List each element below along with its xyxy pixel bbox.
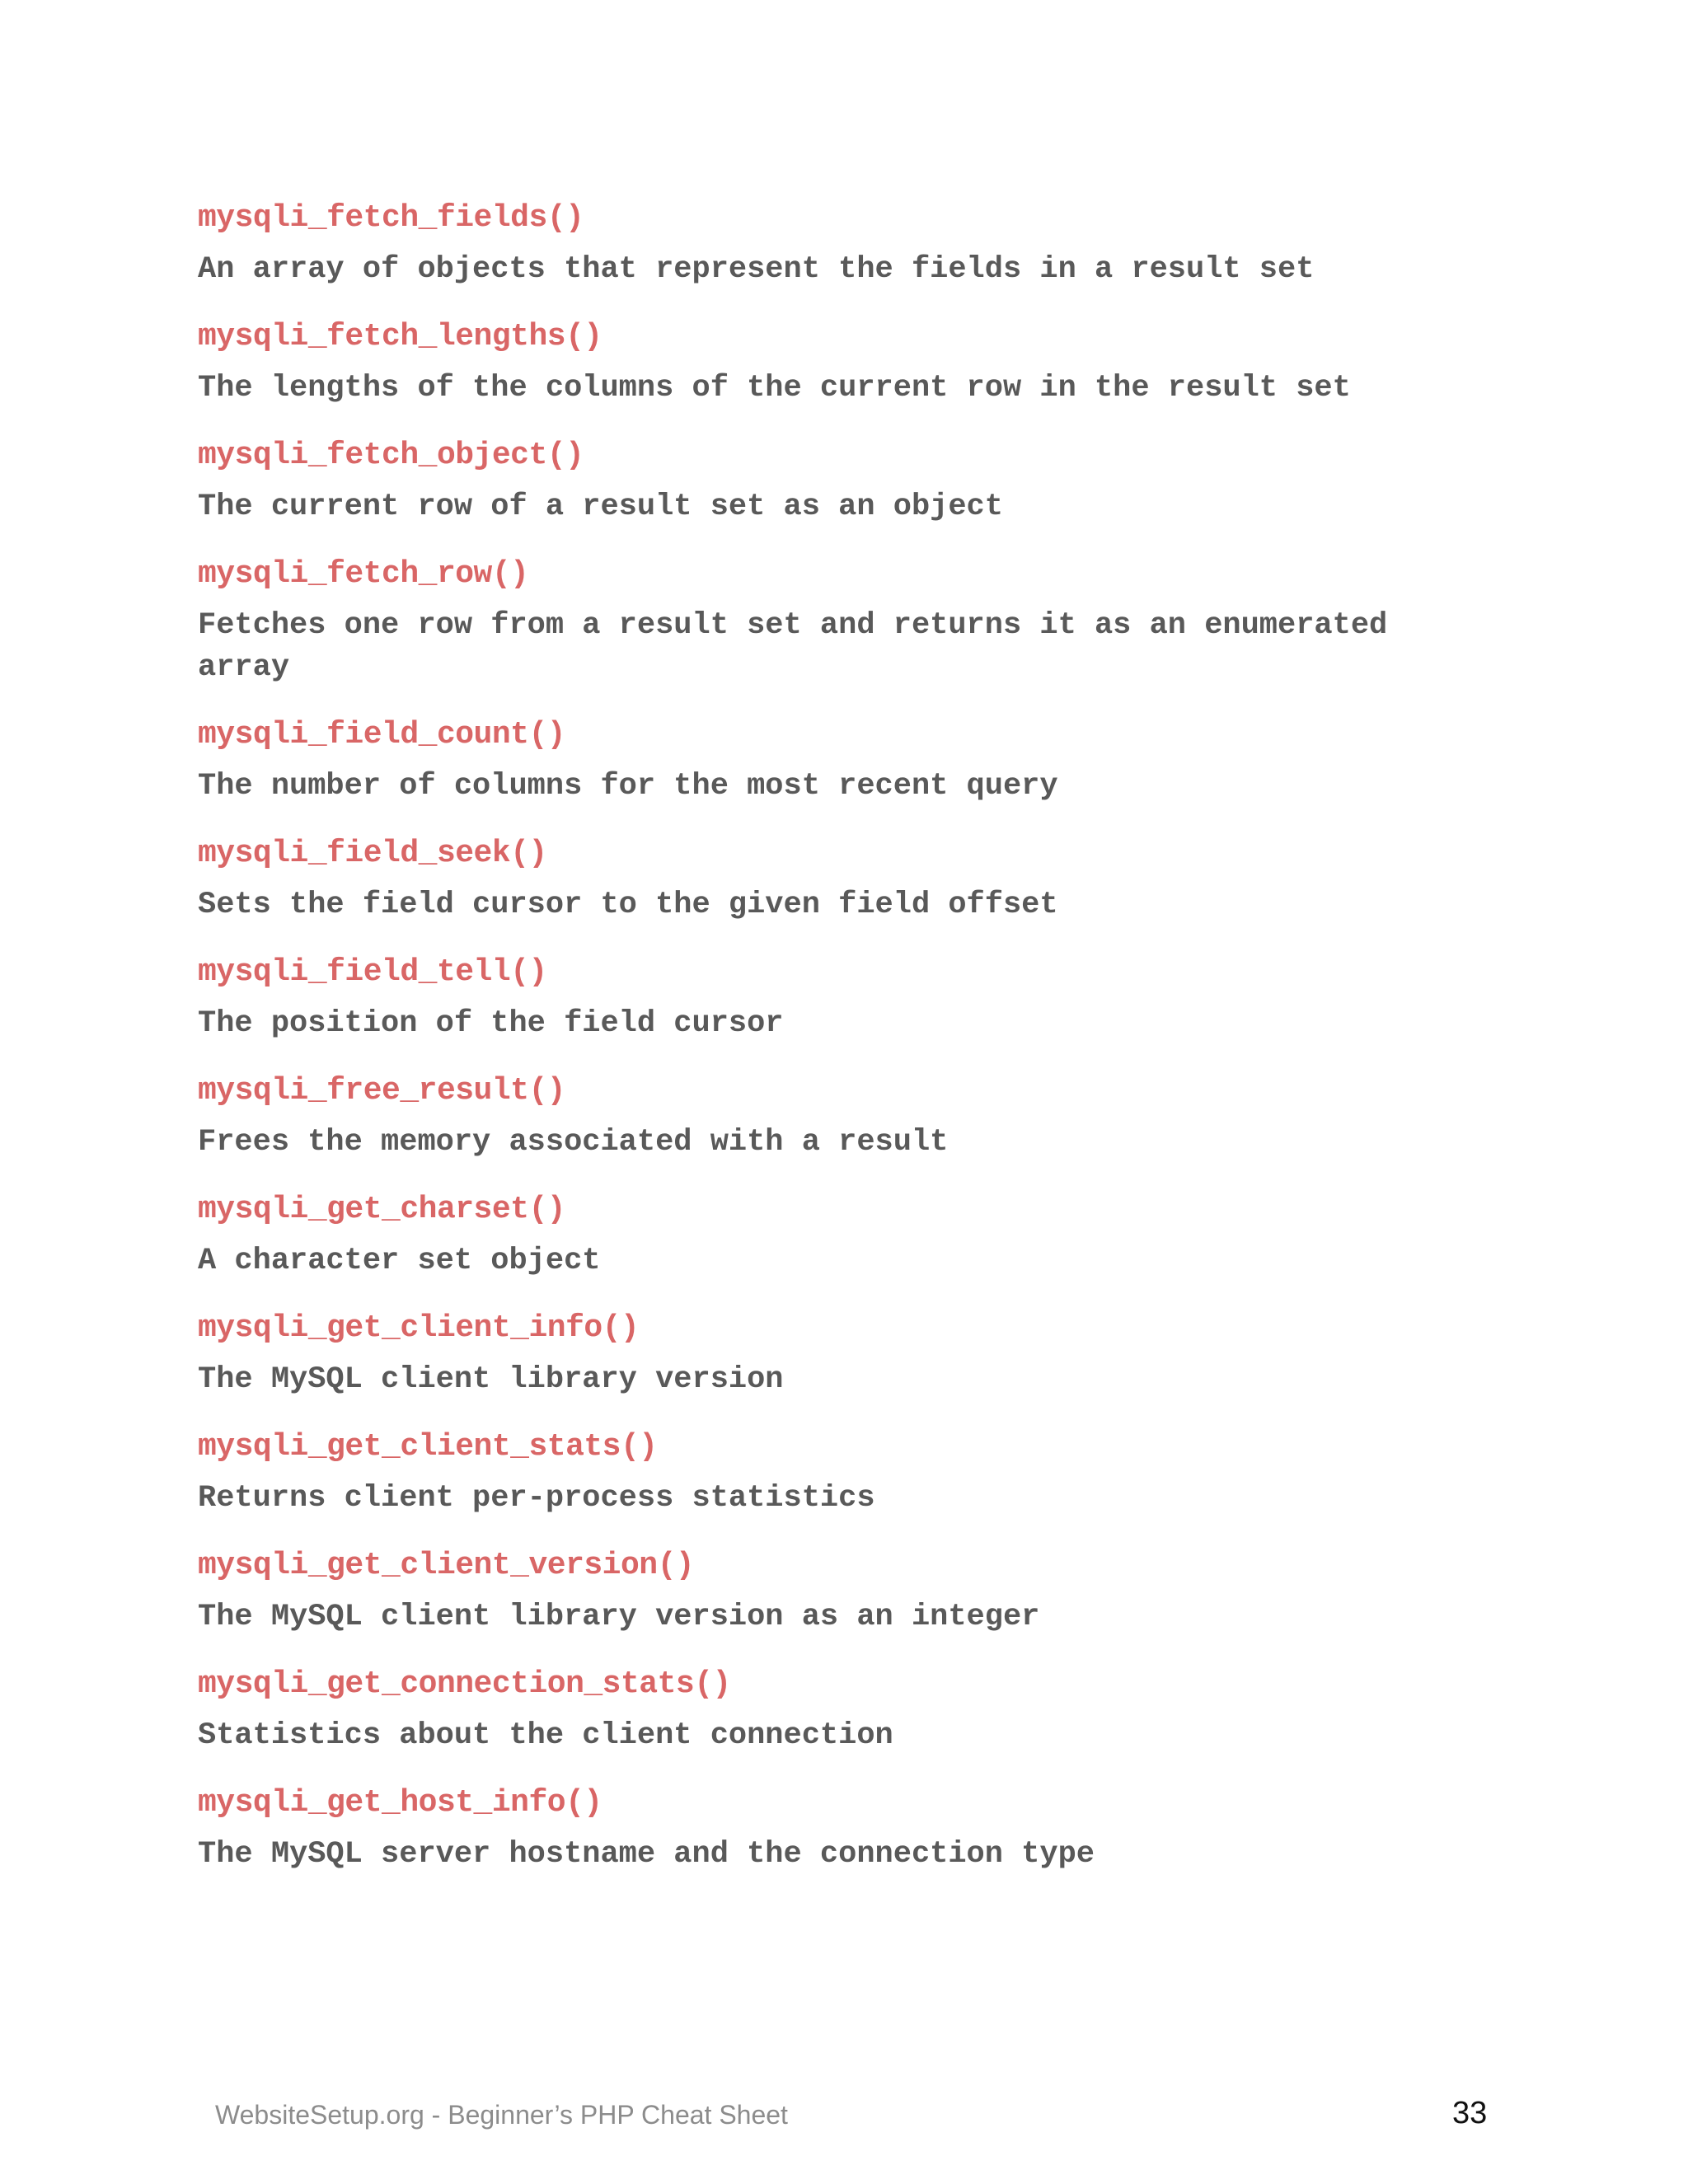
function-name: mysqli_get_client_version() [198,1548,695,1583]
function-entry [198,198,1500,291]
footer-source: WebsiteSetup.org - Beginner’s PHP Cheat Sheet [215,2100,788,2130]
function-entry [198,1189,1500,1282]
function-entry [198,833,1500,926]
function-description: The MySQL client library version [198,1362,784,1397]
function-name: mysqli_get_charset() [198,1192,566,1227]
function-description: The MySQL client library version as an integer [198,1600,1040,1634]
function-description: A character set object [198,1244,601,1278]
function-name: mysqli_free_result() [198,1073,566,1108]
function-description: The number of columns for the most recent query [198,769,1058,804]
function-name: mysqli_field_count() [198,717,566,752]
function-entry [198,316,1500,410]
function-name: mysqli_field_tell() [198,954,547,990]
function-entry [198,554,1500,689]
function-name: mysqli_get_client_info() [198,1310,640,1346]
function-description: The current row of a result set as an object [198,490,1003,524]
page-number: 33 [1452,2096,1488,2130]
function-name: mysqli_fetch_fields() [198,200,584,236]
function-description: The position of the field cursor [198,1006,784,1041]
function-description: The lengths of the columns of the current row in the result set [198,371,1351,405]
function-description: Statistics about the client connection [198,1718,893,1753]
function-entry [198,435,1500,528]
function-entry [198,1427,1500,1520]
function-name: mysqli_fetch_lengths() [198,319,603,354]
function-list [198,198,1500,1901]
function-name: mysqli_fetch_row() [198,556,529,592]
function-name: mysqli_get_host_info() [198,1785,603,1821]
function-description: Sets the field cursor to the given field offset [198,888,1058,922]
function-name: mysqli_fetch_object() [198,438,584,473]
function-name: mysqli_get_client_stats() [198,1429,658,1465]
function-description: Returns client per-process statistics [198,1481,875,1516]
function-entry [198,715,1500,808]
function-description: An array of objects that represent the fields in a result set [198,252,1315,287]
function-description: Fetches one row from a result set and returns it as an enumerated array [198,608,1388,685]
function-name: mysqli_field_seek() [198,836,547,871]
function-name: mysqli_get_connection_stats() [198,1666,731,1702]
function-entry [198,1545,1500,1638]
function-entry [198,1071,1500,1164]
function-description: Frees the memory associated with a result [198,1125,949,1160]
function-entry [198,1664,1500,1757]
function-entry [198,1308,1500,1401]
function-entry [198,1783,1500,1876]
function-entry [198,952,1500,1045]
function-description: The MySQL server hostname and the connection type [198,1837,1095,1872]
